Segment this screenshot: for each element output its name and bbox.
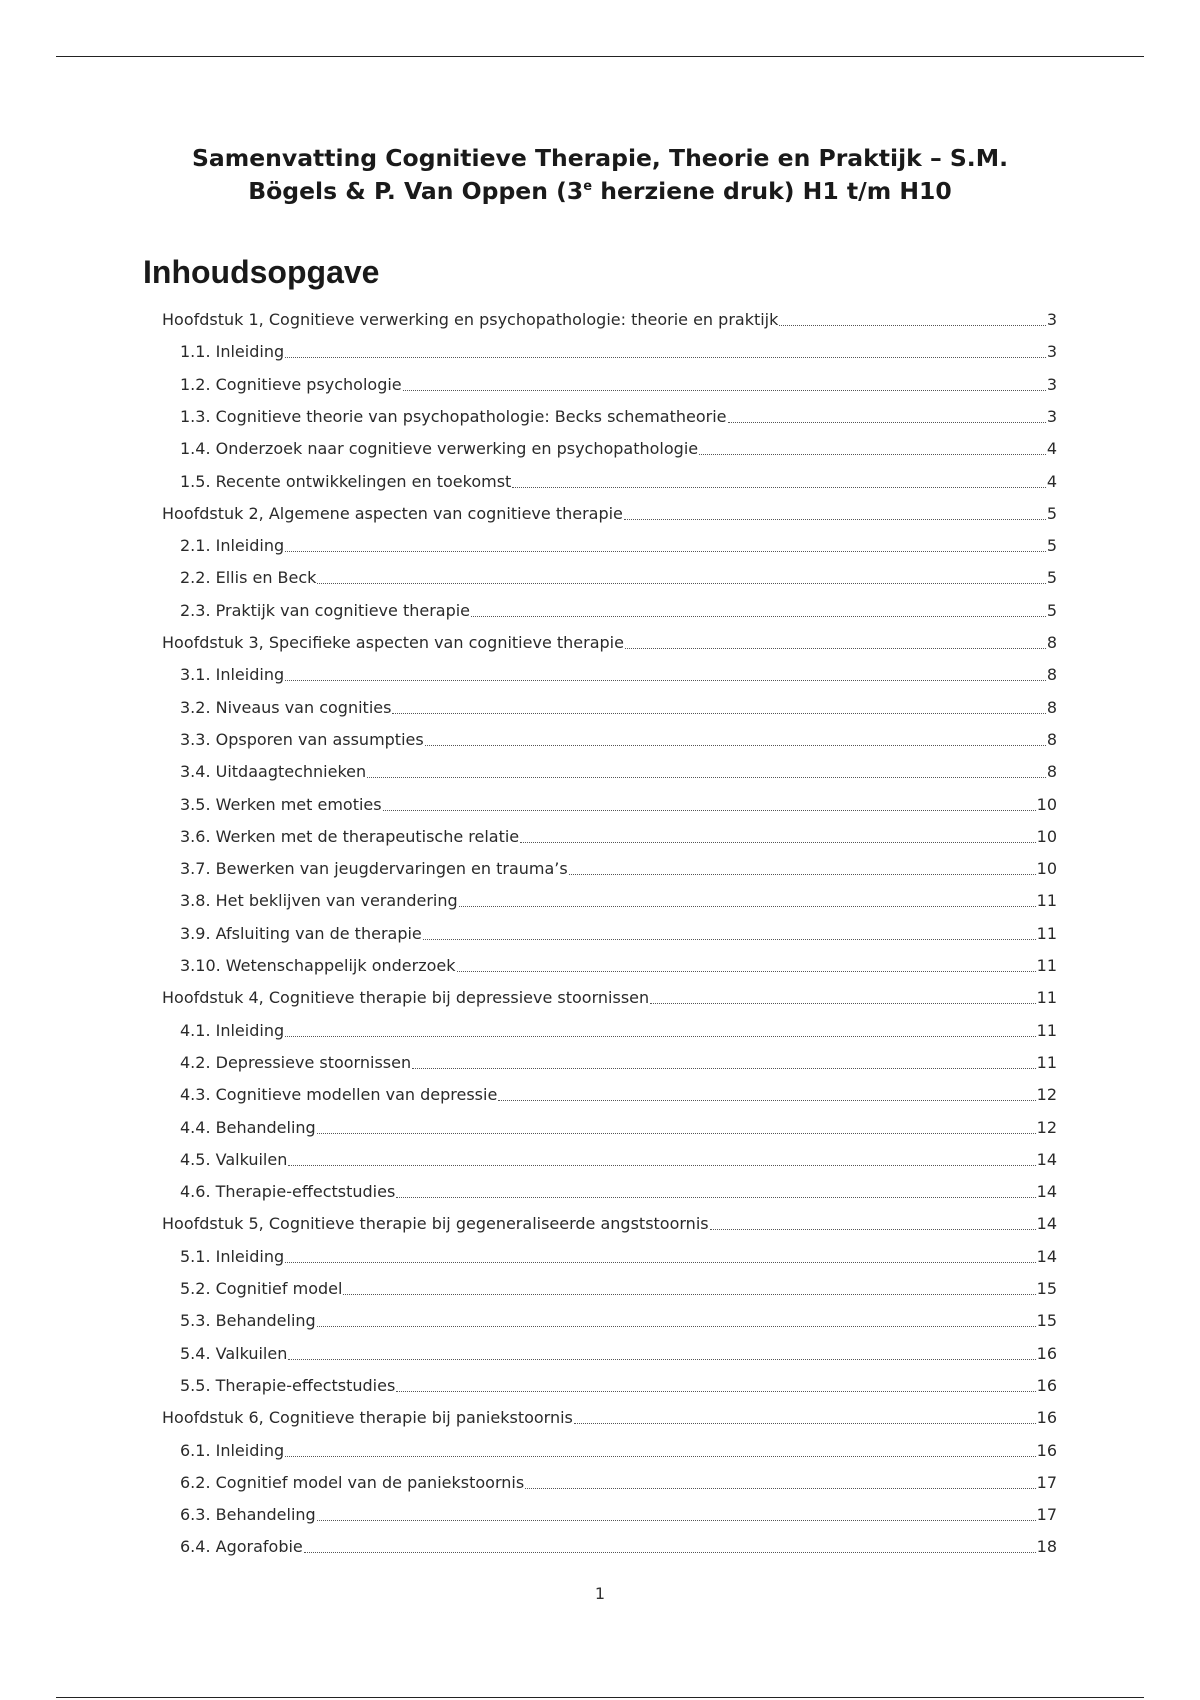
toc-entry-title: 3.2. Niveaus van cognities [180,697,392,717]
toc-entry-title: 3.5. Werken met emoties [180,794,382,814]
toc-section-entry[interactable] [180,427,1057,459]
toc-section-entry[interactable] [180,750,1057,782]
toc-chapter-entry[interactable] [162,621,1057,653]
toc-section-entry[interactable] [180,1170,1057,1202]
toc-section-entry[interactable] [180,783,1057,815]
toc-entry-title: 4.5. Valkuilen [180,1149,288,1169]
toc-entry-title: Hoofdstuk 1, Cognitieve verwerking en psychopathologie: theorie en praktijk [162,310,779,329]
toc-dot-leader [285,1262,1036,1263]
toc-entry-page: 10 [1036,859,1057,879]
toc-entry-title: 4.2. Depressieve stoornissen [180,1052,412,1072]
toc-dot-leader [317,583,1045,584]
toc-dot-leader [498,1100,1035,1101]
toc-dot-leader [779,325,1045,326]
footer-rule [56,1697,1144,1698]
toc-dot-leader [423,939,1036,940]
toc-section-entry[interactable] [180,653,1057,685]
toc-entry-page: 11 [1036,988,1057,1008]
toc-entry-title: 5.1. Inleiding [180,1246,285,1266]
toc-entry-title: Hoofdstuk 5, Cognitieve therapie bij gegeneraliseerde angststoornis [162,1214,709,1234]
toc-dot-leader [520,842,1035,843]
toc-dot-leader [699,454,1046,455]
toc-entry-title: 1.4. Onderzoek naar cognitieve verwerking en psychopathologie [180,439,699,459]
toc-section-entry[interactable] [180,1364,1057,1396]
toc-entry-title: 6.1. Inleiding [180,1440,285,1460]
toc-entry-page: 4 [1046,471,1057,491]
toc-entry-title: Hoofdstuk 2, Algemene aspecten van cognitieve therapie [162,503,623,523]
toc-entry-title: 1.5. Recente ontwikkelingen en toekomst [180,471,512,491]
toc-entry-page: 3 [1046,374,1057,394]
document-title-line-2b: herziene druk) H1 t/m H10 [592,177,952,205]
toc-entry-title: 1.3. Cognitieve theorie van psychopathologie: Becks schematheorie [180,406,727,426]
toc-dot-leader [317,1520,1036,1521]
toc-dot-leader [367,777,1046,778]
toc-section-entry[interactable] [180,1461,1057,1493]
toc-entry-page: 8 [1046,729,1057,749]
toc-chapter-entry[interactable] [162,976,1057,1008]
toc-section-entry[interactable] [180,460,1057,492]
toc-entry-page: 3 [1046,310,1057,329]
toc-section-entry[interactable] [180,847,1057,879]
toc-entry-title: 3.3. Opsporen van assumpties [180,729,424,749]
toc-entry-page: 17 [1036,1472,1057,1492]
toc-entry-title: Hoofdstuk 6, Cognitieve therapie bij paniekstoornis [162,1408,573,1428]
toc-section-entry[interactable] [180,944,1057,976]
toc-section-entry[interactable] [180,330,1057,362]
toc-dot-leader [285,551,1046,552]
toc-section-entry[interactable] [180,1267,1057,1299]
toc-section-entry[interactable] [180,1235,1057,1267]
toc-entry-title: 5.3. Behandeling [180,1311,316,1331]
toc-dot-leader [383,810,1036,811]
toc-entry-title: 3.1. Inleiding [180,665,285,685]
toc-entry-title: 1.2. Cognitieve psychologie [180,374,402,394]
toc-entry-page: 12 [1036,1085,1057,1105]
toc-entry-page: 8 [1046,697,1057,717]
toc-entry-page: 5 [1046,503,1057,523]
toc-entry-title: 3.8. Het beklijven van verandering [180,891,458,911]
toc-chapter-entry[interactable] [162,1396,1057,1428]
toc-section-entry[interactable] [180,363,1057,395]
toc-entry-page: 14 [1036,1246,1057,1266]
toc-chapter-entry[interactable] [162,298,1057,330]
toc-entry-page: 10 [1036,794,1057,814]
toc-entry-page: 15 [1036,1279,1057,1298]
toc-dot-leader [412,1068,1036,1069]
toc-entry-title: 4.6. Therapie-effectstudies [180,1182,396,1202]
toc-chapter-entry[interactable] [162,492,1057,524]
toc-entry-page: 8 [1046,665,1057,685]
toc-section-entry[interactable] [180,815,1057,847]
toc-dot-leader [525,1488,1035,1489]
toc-section-entry[interactable] [180,556,1057,588]
toc-section-entry[interactable] [180,1299,1057,1331]
toc-entry-title: 2.1. Inleiding [180,536,285,556]
toc-entry-page: 16 [1036,1408,1057,1428]
toc-entry-page: 8 [1046,762,1057,782]
toc-entry-title: 6.3. Behandeling [180,1505,316,1525]
toc-section-entry[interactable] [180,1041,1057,1073]
toc-section-entry[interactable] [180,395,1057,427]
toc-section-entry[interactable] [180,912,1057,944]
toc-entry-title: 4.3. Cognitieve modellen van depressie [180,1085,498,1105]
toc-section-entry[interactable] [180,686,1057,718]
toc-entry-page: 14 [1036,1214,1057,1234]
page-number: 1 [594,1584,606,1603]
toc-dot-leader [285,357,1046,358]
toc-section-entry[interactable] [180,1429,1057,1461]
toc-section-entry[interactable] [180,1525,1057,1557]
toc-entry-page: 11 [1036,1052,1057,1072]
toc-dot-leader [459,906,1036,907]
toc-entry-page: 4 [1046,439,1057,459]
toc-section-entry[interactable] [180,1073,1057,1105]
toc-dot-leader [650,1003,1036,1004]
toc-entry-page: 5 [1046,600,1057,620]
toc-dot-leader [710,1229,1036,1230]
toc-entry-page: 8 [1046,633,1057,652]
toc-dot-leader [396,1197,1035,1198]
toc-dot-leader [288,1165,1035,1166]
toc-dot-leader [343,1294,1035,1295]
toc-entry-title: 3.4. Uitdaagtechnieken [180,762,367,782]
toc-entry-page: 11 [1036,1020,1057,1040]
toc-entry-title: 1.1. Inleiding [180,342,285,362]
toc-dot-leader [285,680,1046,681]
toc-entry-page: 12 [1036,1117,1057,1137]
toc-section-entry[interactable] [180,1332,1057,1364]
toc-entry-page: 5 [1046,536,1057,556]
toc-entry-title: 5.4. Valkuilen [180,1343,288,1363]
toc-entry-title: 5.5. Therapie-effectstudies [180,1375,396,1395]
document-title-superscript: e [583,179,593,195]
toc-entry-page: 11 [1036,891,1057,911]
document-title-line-2a: Bögels & P. Van Oppen (3 [248,177,584,205]
toc-dot-leader [457,971,1036,972]
toc-entry-title: 2.3. Praktijk van cognitieve therapie [180,600,471,620]
toc-dot-leader [512,487,1046,488]
toc-section-entry[interactable] [180,1138,1057,1170]
toc-dot-leader [285,1456,1036,1457]
header-rule [56,56,1144,57]
toc-entry-page: 14 [1036,1149,1057,1169]
toc-dot-leader [304,1552,1036,1553]
toc-dot-leader [285,1036,1036,1037]
toc-entry-page: 3 [1046,406,1057,426]
toc-section-entry[interactable] [180,879,1057,911]
toc-section-entry[interactable] [180,589,1057,621]
toc-entry-title: 6.4. Agorafobie [180,1537,303,1557]
toc-entry-page: 5 [1046,568,1057,588]
toc-entry-page: 17 [1036,1505,1057,1525]
toc-entry-page: 16 [1036,1375,1057,1395]
toc-entry-title: Hoofdstuk 4, Cognitieve therapie bij depressieve stoornissen [162,988,650,1008]
toc-dot-leader [392,713,1045,714]
toc-section-entry[interactable] [180,1106,1057,1138]
toc-entry-page: 15 [1036,1311,1057,1331]
toc-dot-leader [574,1423,1036,1424]
toc-dot-leader [425,745,1046,746]
document-title-line-1: Samenvatting Cognitieve Therapie, Theorie en Praktijk – S.M. [191,144,1009,172]
toc-entry-page: 18 [1036,1537,1057,1557]
toc-entry-page: 16 [1036,1440,1057,1460]
toc-entry-title: 5.2. Cognitief model [180,1279,343,1298]
toc-dot-leader [625,648,1046,649]
toc-section-entry[interactable] [180,1009,1057,1041]
toc-entry-page: 10 [1036,826,1057,846]
toc-dot-leader [396,1391,1035,1392]
toc-dot-leader [471,616,1046,617]
toc-entry-page: 11 [1036,956,1057,975]
toc-entry-title: 3.6. Werken met de therapeutische relatie [180,826,520,846]
toc-dot-leader [624,519,1046,520]
toc-dot-leader [288,1359,1035,1360]
toc-entry-title: 4.1. Inleiding [180,1020,285,1040]
toc-dot-leader [317,1326,1036,1327]
toc-chapter-entry[interactable] [162,1202,1057,1234]
toc-entry-title: Hoofdstuk 3, Specifieke aspecten van cognitieve therapie [162,633,624,652]
toc-dot-leader [317,1133,1036,1134]
toc-heading: Inhoudsopgave [143,254,380,290]
toc-dot-leader [403,390,1046,391]
toc-entry-page: 14 [1036,1182,1057,1202]
toc-entry-title: 6.2. Cognitief model van de paniekstoornis [180,1472,525,1492]
toc-entry-title: 4.4. Behandeling [180,1117,316,1137]
toc-section-entry[interactable] [180,524,1057,556]
toc-dot-leader [728,422,1046,423]
toc-section-entry[interactable] [180,1493,1057,1525]
toc-dot-leader [569,874,1036,875]
toc-entry-page: 16 [1036,1343,1057,1363]
toc-entry-title: 3.9. Afsluiting van de therapie [180,923,422,943]
toc-entry-title: 3.10. Wetenschappelijk onderzoek [180,956,456,975]
toc-entry-title: 3.7. Bewerken van jeugdervaringen en trauma’s [180,859,568,879]
toc-entry-page: 3 [1046,342,1057,362]
toc-entry-title: 2.2. Ellis en Beck [180,568,317,588]
toc-entry-page: 11 [1036,923,1057,943]
toc-section-entry[interactable] [180,718,1057,750]
document-title [150,142,1050,208]
